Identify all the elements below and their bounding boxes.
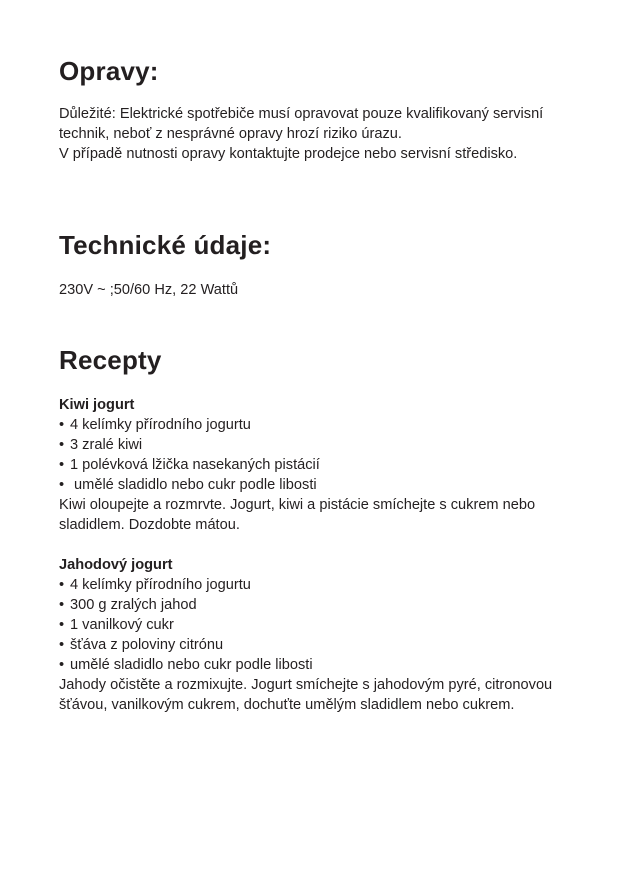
- repairs-contact-paragraph: V případě nutnosti opravy kontaktujte prodejce nebo servisní středisko.: [59, 146, 518, 162]
- ingredient-list: [59, 575, 579, 675]
- ingredient-item: [59, 635, 579, 655]
- ingredient-item: [59, 435, 579, 455]
- ingredient-text: umělé sladidlo nebo cukr podle libosti: [70, 657, 313, 673]
- ingredient-text: šťáva z poloviny citrónu: [70, 637, 224, 653]
- ingredient-item: [59, 615, 579, 635]
- bullet-icon: •: [59, 657, 65, 673]
- ingredient-item: [59, 475, 579, 495]
- ingredient-item: [59, 575, 579, 595]
- technical-data-body: [59, 280, 579, 300]
- technical-data-heading: Technické údaje:: [59, 230, 272, 260]
- recipe-title: Jahodový jogurt: [59, 557, 173, 573]
- recipe-instructions: Kiwi oloupejte a rozmrvte. Jogurt, kiwi a pistácie smíchejte s cukrem nebo sladidlem. Dozdobte mátou.: [59, 497, 536, 533]
- recipe-kiwi-yogurt: [59, 395, 579, 535]
- ingredient-text: 1 vanilkový cukr: [70, 617, 174, 633]
- ingredient-text: 4 kelímky přírodního jogurtu: [70, 577, 251, 593]
- recipes-heading: Recepty: [59, 345, 162, 375]
- bullet-icon: •: [59, 597, 65, 613]
- bullet-icon: •: [59, 457, 65, 473]
- ingredient-item: [59, 455, 579, 475]
- bullet-icon: •: [59, 637, 65, 653]
- repairs-section-body: [59, 104, 579, 164]
- repairs-heading: Opravy:: [59, 56, 159, 86]
- ingredient-text: umělé sladidlo nebo cukr podle libosti: [70, 477, 317, 493]
- ingredient-item: [59, 655, 579, 675]
- bullet-icon: •: [59, 577, 65, 593]
- recipe-instructions: Jahody očistěte a rozmixujte. Jogurt smíchejte s jahodovým pyré, citronovou šťávou, vanilkovým cukrem, dochuťte umělým sladidlem nebo cukrem.: [59, 677, 553, 713]
- ingredient-item: [59, 415, 579, 435]
- ingredient-text: 4 kelímky přírodního jogurtu: [70, 417, 251, 433]
- bullet-icon: •: [59, 477, 65, 493]
- ingredient-item: [59, 595, 579, 615]
- ingredient-text: 3 zralé kiwi: [70, 437, 143, 453]
- bullet-icon: •: [59, 417, 65, 433]
- bullet-icon: •: [59, 617, 65, 633]
- repairs-warning-paragraph: Důležité: Elektrické spotřebiče musí opravovat pouze kvalifikovaný servisní technik, neboť z nesprávné opravy hrozí riziko úrazu.: [59, 106, 544, 142]
- ingredient-text: 1 polévková lžička nasekaných pistácií: [70, 457, 320, 473]
- recipe-title: Kiwi jogurt: [59, 397, 135, 413]
- ingredient-list: [59, 415, 579, 495]
- bullet-icon: •: [59, 437, 65, 453]
- technical-specs: 230V ~ ;50/60 Hz, 22 Wattů: [59, 282, 239, 298]
- recipe-strawberry-yogurt: [59, 555, 579, 715]
- ingredient-text: 300 g zralých jahod: [70, 597, 197, 613]
